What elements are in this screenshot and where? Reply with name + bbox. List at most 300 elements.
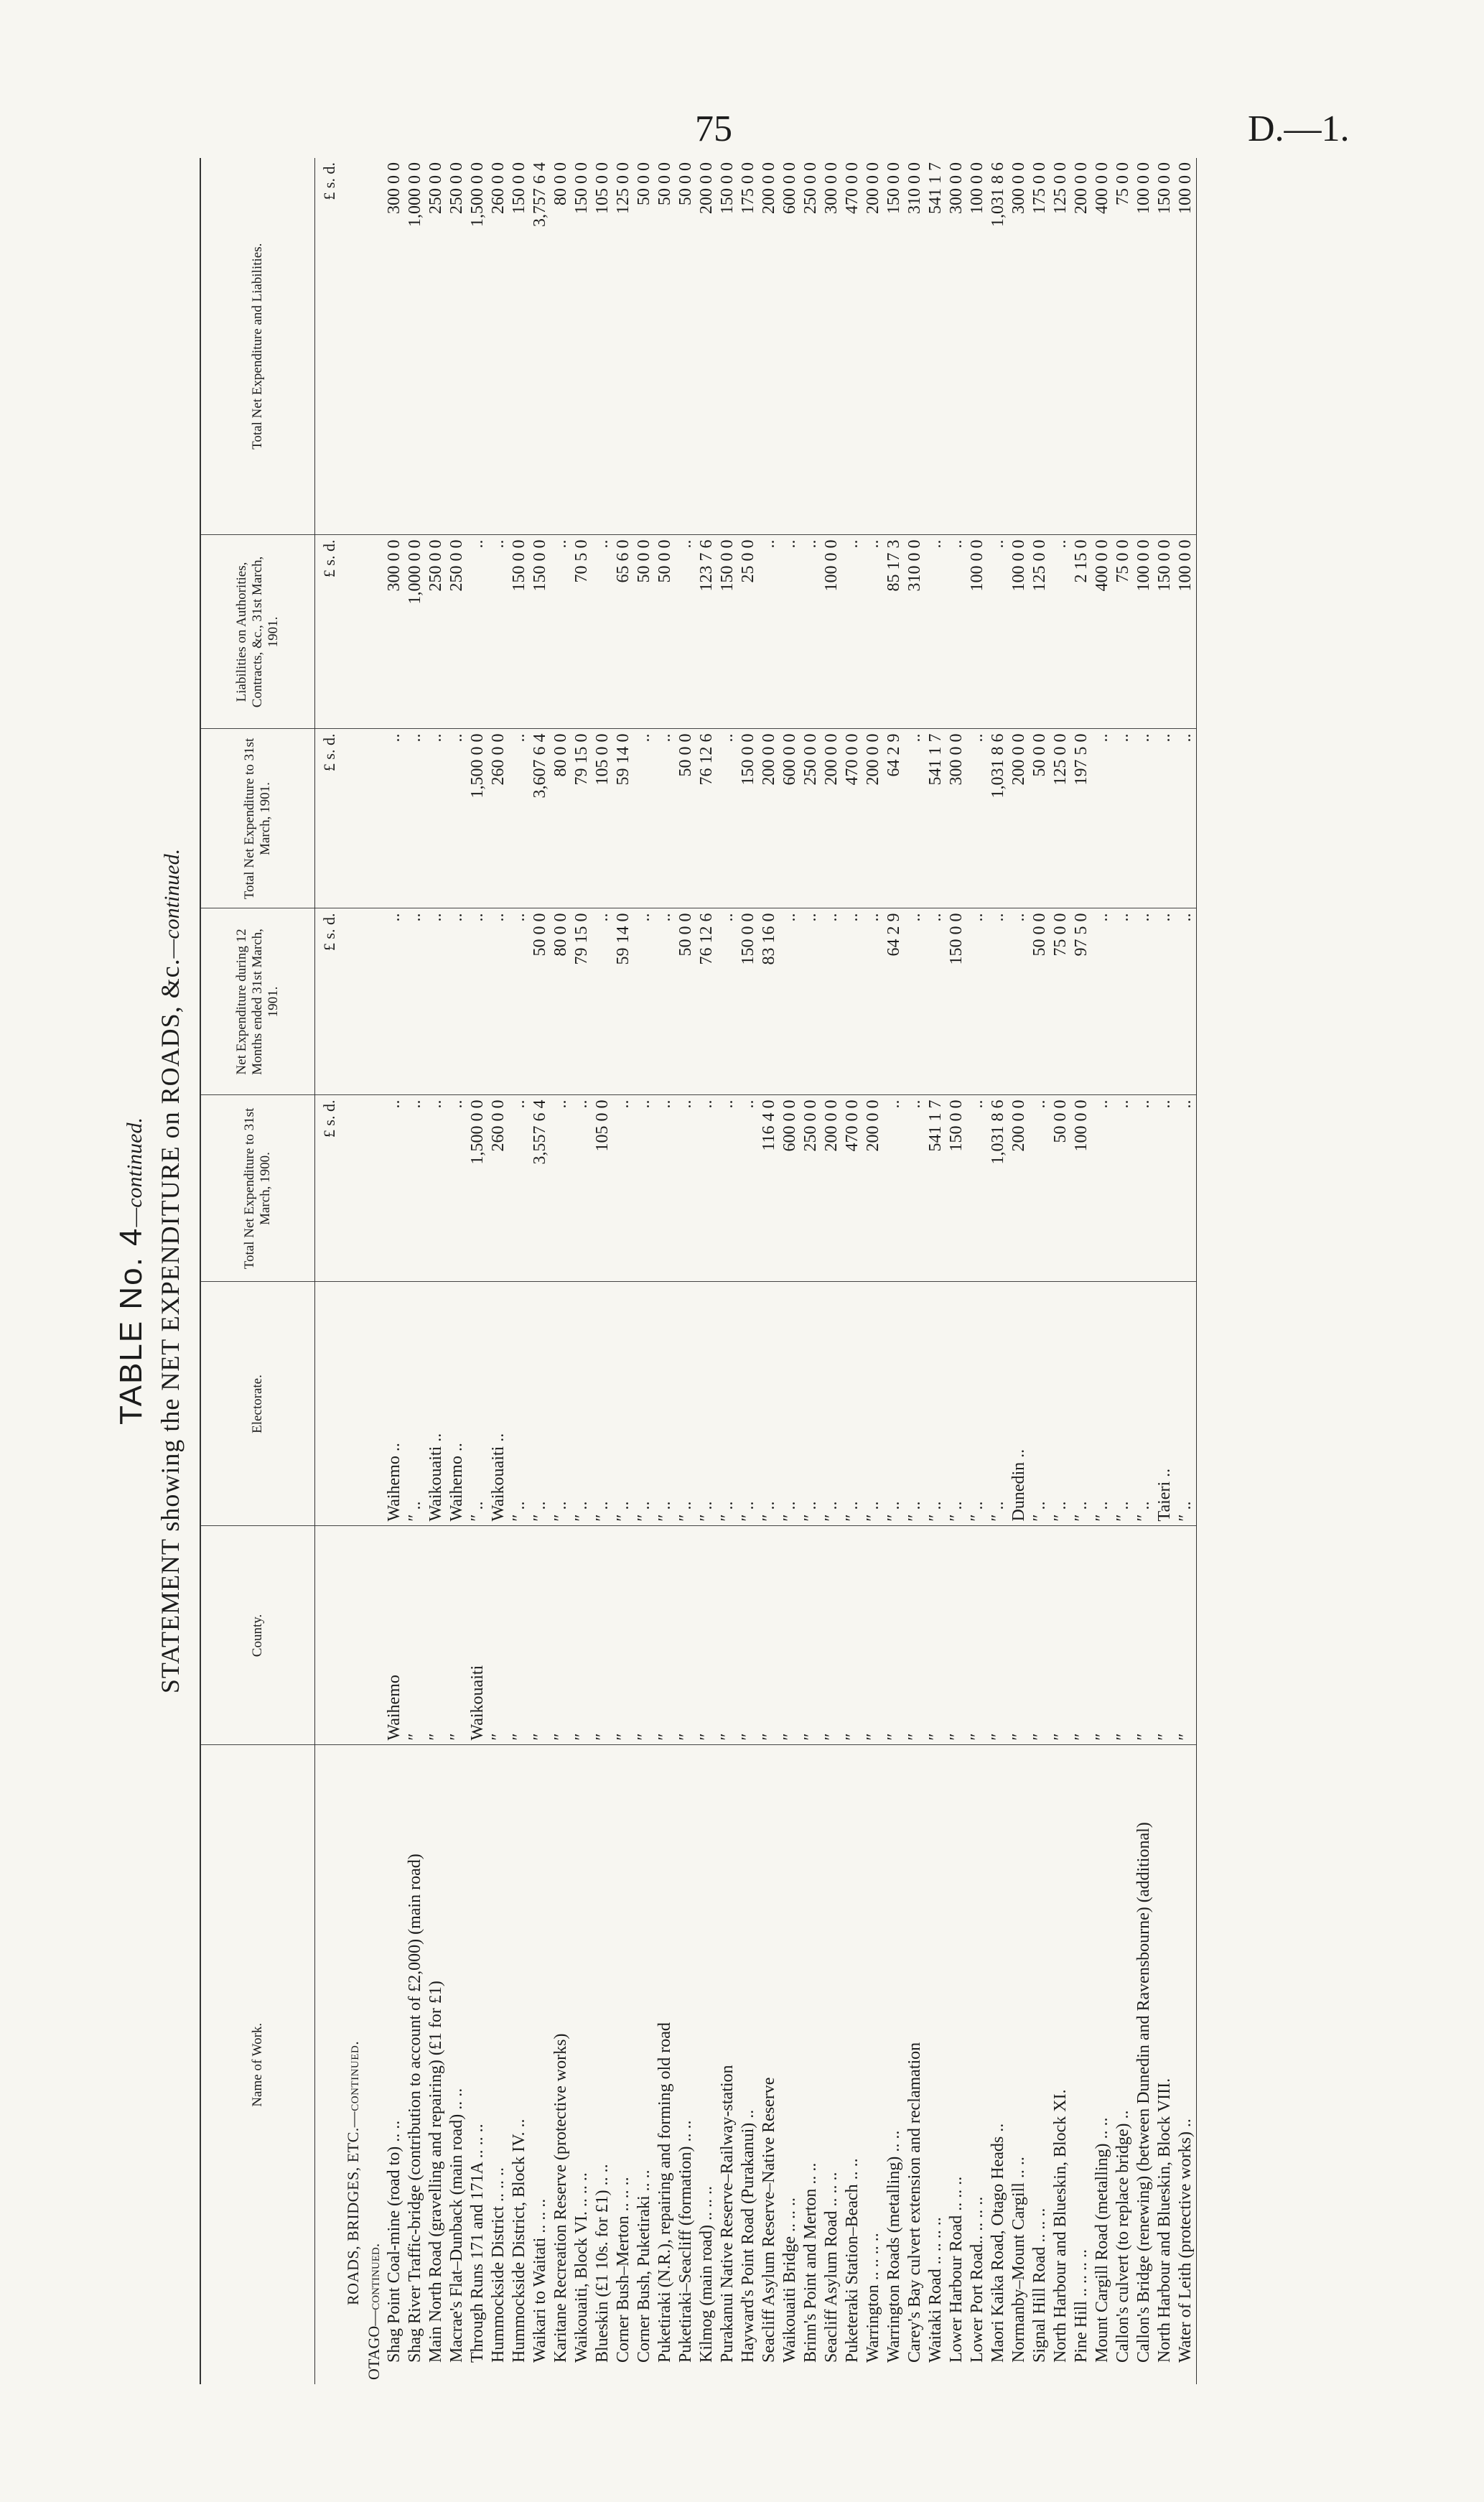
work-name-cell: Waitaki Road .. .. .. .. <box>926 2217 945 2363</box>
total-with-liabilities-cell: 1,031 8 6 <box>988 158 1009 535</box>
table-row <box>426 158 447 2384</box>
county-cell: ″ <box>1071 1526 1092 1745</box>
electorate-cell: ″ .. <box>1092 1282 1113 1526</box>
work-name-cell: Hummockside District .. .. .. <box>489 2167 508 2363</box>
electorate-cell: ″ .. <box>592 1282 613 1526</box>
total-to-1901-cell: 64 2 9 <box>884 729 905 908</box>
total-with-liabilities-cell: 200 0 0 <box>1071 158 1092 535</box>
electorate-cell: ″ .. <box>780 1282 801 1526</box>
total-to-1900-cell: .. <box>717 1095 738 1282</box>
county-cell: ″ <box>925 1526 946 1745</box>
county-cell: ″ <box>863 1526 884 1745</box>
total-with-liabilities-cell: 470 0 0 <box>842 158 863 535</box>
electorate-cell: Waikouaiti .. <box>488 1282 509 1526</box>
liabilities-cell: 50 0 0 <box>634 535 655 729</box>
electorate-cell: ″ .. <box>1134 1282 1154 1526</box>
total-to-1900-cell: .. <box>905 1095 925 1282</box>
electorate-cell: ″ .. <box>634 1282 655 1526</box>
total-to-1900-cell: 150 0 0 <box>946 1095 967 1282</box>
table-row <box>1071 158 1092 2384</box>
work-name-cell: Hummockside District, Block IV. .. <box>510 2119 528 2363</box>
county-cell: ″ <box>488 1526 509 1745</box>
total-with-liabilities-cell: 50 0 0 <box>676 158 696 535</box>
page-number: 75 <box>695 108 732 149</box>
unit-label: £ s. d. <box>315 1095 343 1282</box>
work-name-cell: Hayward's Point Road (Purakanui) .. <box>739 2109 757 2363</box>
electorate-cell: ″ .. <box>821 1282 842 1526</box>
total-with-liabilities-cell: 75 0 0 <box>1113 158 1134 535</box>
table-row <box>780 158 801 2384</box>
table-row <box>509 158 530 2384</box>
total-with-liabilities-cell: 1,000 0 0 <box>405 158 426 535</box>
table-row <box>1050 158 1071 2384</box>
total-to-1901-cell: 3,607 6 4 <box>530 729 551 908</box>
total-to-1900-cell: 470 0 0 <box>842 1095 863 1282</box>
blank-cell <box>342 1526 363 1745</box>
county-cell: ″ <box>592 1526 613 1745</box>
table-title-continued: —continued. <box>123 1117 146 1227</box>
liabilities-cell: .. <box>780 535 801 729</box>
work-name-cell: Maori Kaika Road, Otago Heads .. <box>989 2123 1007 2363</box>
county-cell: ″ <box>551 1526 571 1745</box>
total-with-liabilities-cell: 100 0 0 <box>1134 158 1154 535</box>
net-expenditure-1901-cell: 97 5 0 <box>1071 908 1092 1095</box>
total-to-1901-cell: .. <box>405 729 426 908</box>
total-with-liabilities-cell: 3,757 6 4 <box>530 158 551 535</box>
liabilities-cell: 310 0 0 <box>905 535 925 729</box>
total-with-liabilities-cell: 300 0 0 <box>946 158 967 535</box>
liabilities-cell: 150 0 0 <box>1154 535 1175 729</box>
liabilities-cell: 100 0 0 <box>1009 535 1030 729</box>
net-expenditure-1901-cell: .. <box>863 908 884 1095</box>
electorate-cell: ″ .. <box>509 1282 530 1526</box>
work-name-cell: Warrington Roads (metalling) .. .. <box>885 2130 903 2363</box>
electorate-cell: ″ .. <box>1071 1282 1092 1526</box>
total-to-1901-cell: .. <box>384 729 405 908</box>
total-to-1900-cell: .. <box>1175 1095 1197 1282</box>
county-cell: ″ <box>696 1526 717 1745</box>
county-cell: ″ <box>1030 1526 1050 1745</box>
table-row <box>884 158 905 2384</box>
total-with-liabilities-cell: 250 0 0 <box>447 158 467 535</box>
work-name-cell: Puketiraki–Seacliff (formation) .. .. <box>676 2120 695 2363</box>
work-name-cell: Puketiraki (N.R.), repairing and forming old road <box>655 2022 674 2363</box>
total-to-1900-cell: 541 1 7 <box>925 1095 946 1282</box>
blank-cell <box>342 908 363 1095</box>
net-expenditure-1901-cell: 75 0 0 <box>1050 908 1071 1095</box>
county-cell: ″ <box>676 1526 696 1745</box>
net-expenditure-1901-cell: .. <box>405 908 426 1095</box>
net-expenditure-1901-cell: .. <box>1154 908 1175 1095</box>
total-with-liabilities-cell: 250 0 0 <box>801 158 821 535</box>
total-with-liabilities-cell: 105 0 0 <box>592 158 613 535</box>
blank-cell <box>342 1095 363 1282</box>
unit-label: £ s. d. <box>315 729 343 908</box>
total-with-liabilities-cell: 541 1 7 <box>925 158 946 535</box>
electorate-cell: ″ .. <box>863 1282 884 1526</box>
total-to-1901-cell: .. <box>426 729 447 908</box>
net-expenditure-1901-cell: 50 0 0 <box>1030 908 1050 1095</box>
electorate-cell: Waihemo .. <box>447 1282 467 1526</box>
county-cell: ″ <box>1154 1526 1175 1745</box>
total-to-1901-cell: 80 0 0 <box>551 729 571 908</box>
work-name-cell: Puketeraki Station–Beach .. .. <box>843 2158 862 2363</box>
total-to-1900-cell: .. <box>447 1095 467 1282</box>
total-to-1900-cell: 116 4 0 <box>759 1095 780 1282</box>
liabilities-cell: .. <box>759 535 780 729</box>
work-name-cell: Through Runs 171 and 171A .. .. .. <box>468 2124 487 2363</box>
total-to-1900-cell: .. <box>884 1095 905 1282</box>
table-row <box>613 158 634 2384</box>
column-header: County. <box>200 1526 315 1745</box>
liabilities-cell: 70 5 0 <box>571 535 592 729</box>
table-row <box>655 158 676 2384</box>
work-name-cell: Shag Point Coal-mine (road to) .. .. <box>385 2120 403 2363</box>
electorate-cell: ″ .. <box>967 1282 988 1526</box>
electorate-cell: Taieri .. <box>1154 1282 1175 1526</box>
net-expenditure-1901-cell: 150 0 0 <box>738 908 759 1095</box>
total-to-1901-cell: .. <box>447 729 467 908</box>
table-row <box>925 158 946 2384</box>
county-cell: ″ <box>405 1526 426 1745</box>
total-to-1901-cell: .. <box>1134 729 1154 908</box>
rotated-table-sheet <box>108 158 1321 2384</box>
liabilities-cell: .. <box>551 535 571 729</box>
total-with-liabilities-cell: 1,500 0 0 <box>467 158 488 535</box>
total-to-1901-cell: .. <box>1092 729 1113 908</box>
county-cell: ″ <box>842 1526 863 1745</box>
county-cell: ″ <box>1113 1526 1134 1745</box>
county-cell: ″ <box>634 1526 655 1745</box>
net-expenditure-1901-cell: .. <box>1009 908 1030 1095</box>
county-cell: ″ <box>509 1526 530 1745</box>
table-row <box>405 158 426 2384</box>
blank-cell <box>315 1745 343 2384</box>
total-with-liabilities-cell: 80 0 0 <box>551 158 571 535</box>
table-row <box>717 158 738 2384</box>
liabilities-cell: 85 17 3 <box>884 535 905 729</box>
electorate-cell: ″ .. <box>530 1282 551 1526</box>
net-expenditure-1901-cell: .. <box>801 908 821 1095</box>
total-to-1901-cell: 79 15 0 <box>571 729 592 908</box>
county-cell: ″ <box>738 1526 759 1745</box>
net-expenditure-1901-cell: 64 2 9 <box>884 908 905 1095</box>
net-expenditure-1901-cell: .. <box>925 908 946 1095</box>
total-with-liabilities-cell: 310 0 0 <box>905 158 925 535</box>
net-expenditure-1901-cell: .. <box>634 908 655 1095</box>
work-name-cell: North Harbour and Blueskin, Block VIII. <box>1155 2078 1174 2363</box>
total-to-1900-cell: .. <box>696 1095 717 1282</box>
electorate-cell: ″ .. <box>1030 1282 1050 1526</box>
subsection-heading: OTAGO—continued. <box>365 2243 383 2380</box>
section-heading: ROADS, BRIDGES, ETC.—continued. <box>344 2040 362 2305</box>
county-cell: ″ <box>426 1526 447 1745</box>
total-with-liabilities-cell: 125 0 0 <box>1050 158 1071 535</box>
county-cell: Waihemo <box>384 1526 405 1745</box>
liabilities-cell: 300 0 0 <box>384 535 405 729</box>
total-to-1901-cell: 600 0 0 <box>780 729 801 908</box>
work-name-cell: Seacliff Asylum Road .. .. .. <box>822 2172 841 2363</box>
county-cell: ″ <box>1050 1526 1071 1745</box>
total-to-1900-cell: 50 0 0 <box>1050 1095 1071 1282</box>
table-row <box>447 158 467 2384</box>
net-expenditure-1901-cell: .. <box>842 908 863 1095</box>
blank-cell <box>363 908 384 1095</box>
table-row <box>571 158 592 2384</box>
total-with-liabilities-cell: 125 0 0 <box>613 158 634 535</box>
work-name-cell: Corner Bush, Puketiraki .. .. <box>635 2170 653 2363</box>
total-with-liabilities-cell: 200 0 0 <box>696 158 717 535</box>
table-row <box>1009 158 1030 2384</box>
liabilities-cell: 65 6 0 <box>613 535 634 729</box>
electorate-cell: ″ .. <box>717 1282 738 1526</box>
work-name-cell: Brinn's Point and Merton .. .. <box>801 2162 820 2363</box>
electorate-cell: ″ .. <box>613 1282 634 1526</box>
county-cell: ″ <box>1009 1526 1030 1745</box>
liabilities-cell: .. <box>925 535 946 729</box>
work-name-cell: Waikouaiti Bridge .. .. .. <box>780 2197 799 2363</box>
liabilities-cell: 25 0 0 <box>738 535 759 729</box>
total-to-1901-cell: .. <box>509 729 530 908</box>
total-to-1900-cell: 1,500 0 0 <box>467 1095 488 1282</box>
net-expenditure-1901-cell: .. <box>967 908 988 1095</box>
county-cell: ″ <box>1092 1526 1113 1745</box>
total-to-1900-cell: 250 0 0 <box>801 1095 821 1282</box>
total-with-liabilities-cell: 200 0 0 <box>759 158 780 535</box>
total-to-1900-cell: .. <box>1030 1095 1050 1282</box>
work-name-cell: Waikari to Waitati .. .. .. <box>531 2198 549 2363</box>
total-to-1901-cell: 260 0 0 <box>488 729 509 908</box>
county-cell: ″ <box>821 1526 842 1745</box>
county-cell: ″ <box>988 1526 1009 1745</box>
total-to-1901-cell: .. <box>634 729 655 908</box>
blank-cell <box>315 1526 343 1745</box>
total-to-1901-cell: 200 0 0 <box>863 729 884 908</box>
net-expenditure-1901-cell: 59 14 0 <box>613 908 634 1095</box>
electorate-cell: ″ .. <box>905 1282 925 1526</box>
county-cell: ″ <box>1175 1526 1197 1745</box>
liabilities-cell: 100 0 0 <box>1175 535 1197 729</box>
total-to-1900-cell: 3,557 6 4 <box>530 1095 551 1282</box>
total-to-1900-cell: 105 0 0 <box>592 1095 613 1282</box>
electorate-cell: Waihemo .. <box>384 1282 405 1526</box>
blank-cell <box>342 729 363 908</box>
total-to-1901-cell: 541 1 7 <box>925 729 946 908</box>
liabilities-cell: .. <box>488 535 509 729</box>
blank-cell <box>363 729 384 908</box>
total-to-1901-cell: .. <box>967 729 988 908</box>
total-to-1901-cell: 50 0 0 <box>676 729 696 908</box>
liabilities-cell: 100 0 0 <box>821 535 842 729</box>
total-to-1900-cell: .. <box>738 1095 759 1282</box>
work-name-cell: Water of Leith (protective works) .. <box>1175 1745 1197 2384</box>
total-to-1901-cell: 200 0 0 <box>1009 729 1030 908</box>
liabilities-cell: 400 0 0 <box>1092 535 1113 729</box>
table-row <box>488 158 509 2384</box>
table-row <box>530 158 551 2384</box>
electorate-cell: ″ .. <box>1175 1282 1197 1526</box>
total-to-1901-cell: 470 0 0 <box>842 729 863 908</box>
total-to-1901-cell: 197 5 0 <box>1071 729 1092 908</box>
county-cell: ″ <box>1134 1526 1154 1745</box>
work-name-cell: Main North Road (gravelling and repairing) (£1 for £1) <box>426 1981 445 2363</box>
total-to-1900-cell: .. <box>1113 1095 1134 1282</box>
work-name-cell: Kilmog (main road) .. .. .. <box>697 2186 716 2363</box>
table-body <box>315 158 1197 2384</box>
blank-cell <box>363 1282 384 1526</box>
total-with-liabilities-cell: 175 0 0 <box>738 158 759 535</box>
section-row <box>342 158 363 2384</box>
column-header: Net Expenditure during 12 Months ended 31st March, 1901. <box>200 908 315 1095</box>
subsection-row <box>363 158 384 2384</box>
total-to-1901-cell: 76 12 6 <box>696 729 717 908</box>
total-to-1901-cell: .. <box>655 729 676 908</box>
table-subtitle-text: STATEMENT showing the NET EXPENDITURE on ROADS, &c. <box>156 958 185 1694</box>
total-with-liabilities-cell: 150 0 0 <box>1154 158 1175 535</box>
total-with-liabilities-cell: 150 0 0 <box>571 158 592 535</box>
blank-cell <box>315 1282 343 1526</box>
net-expenditure-1901-cell: 83 16 0 <box>759 908 780 1095</box>
electorate-cell: ″ .. <box>1050 1282 1071 1526</box>
liabilities-cell: 123 7 6 <box>696 535 717 729</box>
total-to-1900-cell: 100 0 0 <box>1071 1095 1092 1282</box>
electorate-cell: ″ .. <box>738 1282 759 1526</box>
work-name-cell: Seacliff Asylum Reserve–Native Reserve <box>760 2077 778 2363</box>
expenditure-table <box>200 158 1197 2384</box>
total-to-1900-cell: .. <box>676 1095 696 1282</box>
table-row <box>1175 158 1197 2384</box>
work-name-cell: Mount Cargill Road (metalling) .. .. <box>1093 2117 1111 2363</box>
total-to-1900-cell: .. <box>655 1095 676 1282</box>
liabilities-cell: 250 0 0 <box>447 535 467 729</box>
total-to-1900-cell: 200 0 0 <box>821 1095 842 1282</box>
document-reference: D.—1. <box>1248 108 1350 149</box>
table-row <box>1134 158 1154 2384</box>
total-to-1900-cell: .. <box>613 1095 634 1282</box>
work-name-cell: Corner Bush–Merton .. .. .. <box>614 2177 633 2363</box>
total-to-1900-cell: .. <box>426 1095 447 1282</box>
total-to-1901-cell: .. <box>1175 729 1197 908</box>
table-row <box>759 158 780 2384</box>
liabilities-cell: 100 0 0 <box>1134 535 1154 729</box>
total-to-1901-cell: .. <box>717 729 738 908</box>
table-row <box>1113 158 1134 2384</box>
total-to-1901-cell: 300 0 0 <box>946 729 967 908</box>
county-cell: ″ <box>530 1526 551 1745</box>
electorate-cell: Waikouaiti .. <box>426 1282 447 1526</box>
table-row <box>676 158 696 2384</box>
net-expenditure-1901-cell: 50 0 0 <box>676 908 696 1095</box>
county-cell: ″ <box>717 1526 738 1745</box>
electorate-cell: ″ .. <box>946 1282 967 1526</box>
header-row <box>200 158 315 2384</box>
total-with-liabilities-cell: 50 0 0 <box>634 158 655 535</box>
liabilities-cell: .. <box>988 535 1009 729</box>
total-with-liabilities-cell: 400 0 0 <box>1092 158 1113 535</box>
total-to-1901-cell: 50 0 0 <box>1030 729 1050 908</box>
net-expenditure-1901-cell: .. <box>1092 908 1113 1095</box>
total-to-1901-cell: 200 0 0 <box>759 729 780 908</box>
total-with-liabilities-cell: 100 0 0 <box>967 158 988 535</box>
table-row <box>863 158 884 2384</box>
work-name-cell: Callon's culvert (to replace bridge) .. <box>1114 2110 1132 2363</box>
liabilities-cell: .. <box>592 535 613 729</box>
liabilities-cell: .. <box>676 535 696 729</box>
net-expenditure-1901-cell: 76 12 6 <box>696 908 717 1095</box>
total-to-1900-cell: .. <box>967 1095 988 1282</box>
total-to-1901-cell: .. <box>1154 729 1175 908</box>
total-to-1900-cell: 260 0 0 <box>488 1095 509 1282</box>
electorate-cell: ″ .. <box>842 1282 863 1526</box>
electorate-cell: ″ .. <box>551 1282 571 1526</box>
total-with-liabilities-cell: 150 0 0 <box>509 158 530 535</box>
electorate-cell: ″ .. <box>759 1282 780 1526</box>
total-to-1900-cell: 200 0 0 <box>863 1095 884 1282</box>
total-with-liabilities-cell: 260 0 0 <box>488 158 509 535</box>
work-name-cell: Lower Harbour Road .. .. .. <box>947 2176 966 2363</box>
table-row <box>551 158 571 2384</box>
total-to-1900-cell: .. <box>634 1095 655 1282</box>
total-with-liabilities-cell: 175 0 0 <box>1030 158 1050 535</box>
total-to-1901-cell: 250 0 0 <box>801 729 821 908</box>
work-name-cell: Warrington .. .. .. .. <box>864 2233 882 2363</box>
net-expenditure-1901-cell: .. <box>447 908 467 1095</box>
total-to-1900-cell: 1,031 8 6 <box>988 1095 1009 1282</box>
electorate-cell: ″ .. <box>884 1282 905 1526</box>
table-row <box>801 158 821 2384</box>
table-row <box>842 158 863 2384</box>
table-row <box>821 158 842 2384</box>
blank-cell <box>363 1095 384 1282</box>
blank-cell <box>342 158 363 535</box>
column-header: Total Net Expenditure to 31st March, 1900. <box>200 1095 315 1282</box>
work-name-cell: Shag River Traffic-bridge (contribution to account of £2,000) (main road) <box>406 1854 424 2363</box>
total-to-1900-cell: .. <box>509 1095 530 1282</box>
liabilities-cell: 125 0 0 <box>1030 535 1050 729</box>
electorate-cell: ″ .. <box>405 1282 426 1526</box>
electorate-cell: ″ .. <box>988 1282 1009 1526</box>
liabilities-cell: .. <box>467 535 488 729</box>
total-to-1901-cell: 1,031 8 6 <box>988 729 1009 908</box>
county-cell: ″ <box>905 1526 925 1745</box>
total-to-1900-cell: .. <box>384 1095 405 1282</box>
liabilities-cell: 150 0 0 <box>717 535 738 729</box>
total-to-1900-cell: .. <box>1154 1095 1175 1282</box>
work-name-cell: North Harbour and Blueskin, Block XI. <box>1051 2089 1070 2363</box>
total-to-1900-cell: .. <box>571 1095 592 1282</box>
table-row <box>738 158 759 2384</box>
liabilities-cell: .. <box>1050 535 1071 729</box>
table-row <box>384 158 405 2384</box>
total-with-liabilities-cell: 300 0 0 <box>1009 158 1030 535</box>
column-header: Total Net Expenditure to 31st March, 1901. <box>200 729 315 908</box>
table-row <box>967 158 988 2384</box>
blank-cell <box>363 535 384 729</box>
table-row <box>1030 158 1050 2384</box>
county-cell: ″ <box>759 1526 780 1745</box>
table-title <box>113 158 149 2384</box>
total-to-1901-cell: 200 0 0 <box>821 729 842 908</box>
net-expenditure-1901-cell: .. <box>592 908 613 1095</box>
liabilities-cell: 2 15 0 <box>1071 535 1092 729</box>
net-expenditure-1901-cell: .. <box>467 908 488 1095</box>
total-to-1900-cell: .. <box>551 1095 571 1282</box>
work-name-cell: Lower Port Road.. .. .. .. <box>968 2196 986 2363</box>
work-name-cell: Callon's Bridge (renewing) (between Dunedin and Ravensbourne) (additional) <box>1134 1822 1153 2363</box>
electorate-cell: ″ .. <box>655 1282 676 1526</box>
county-cell: ″ <box>946 1526 967 1745</box>
table-row <box>592 158 613 2384</box>
